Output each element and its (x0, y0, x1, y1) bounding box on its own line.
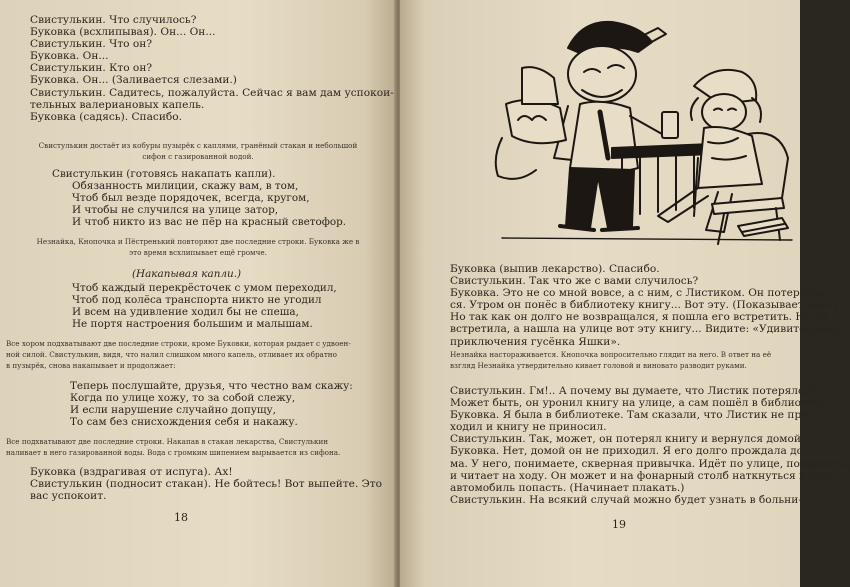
text-line: Буковка (садясь). Спасибо. (30, 110, 183, 123)
text-line: сифон с газированной водой. (142, 152, 254, 161)
text-line: Свистулькин. Так, может, он потерял книгу и вернулся домой? (450, 433, 807, 446)
text-line: Буковка. Это не со мной вовсе, а с ним, с Листиком. Он потерялся. (450, 287, 830, 300)
text-line: ма. У него, понимаете, скверная привычка. Идёт по улице, понимаете, (450, 457, 850, 470)
left-page (0, 0, 396, 587)
text-line: Свистулькин (подносит стакан). Не бойтесь! Вот выпейте. Это (30, 478, 383, 491)
text-line: Буковка. Я была в библиотеке. Там сказали, что Листик не при- (450, 409, 812, 422)
text-line: в пузырёк, снова накапывает и продолжает: (6, 361, 176, 370)
text-line: Обязанность милиции, скажу вам, в том, (72, 180, 299, 193)
text-line: взгляд Незнайка утвердительно кивает головой и виновато разводит руками. (450, 361, 747, 370)
text-line: Свистулькин. Гм!.. А почему вы думаете, что Листик потерялся? (450, 385, 817, 397)
text-line: Незнайка, Кнопочка и Пёстренький повторяют две последние строки. Буковка же в (36, 237, 360, 246)
text-line: вас успокоит. (30, 490, 107, 503)
text-line: То сам без снисхождения себя и накажу. (70, 416, 298, 429)
text-line: Не портя настроения большим и малышам. (72, 318, 313, 331)
text-line: Буковка. Он... (30, 50, 109, 63)
dialogue-block-2 (30, 466, 382, 502)
text-line: Чтоб каждый перекрёсточек с умом переходил, (72, 282, 337, 295)
right-page (400, 0, 850, 587)
stage-direction-4 (6, 436, 390, 458)
text-line: ся. Утром он понёс в библиотеку книгу... Вот эту. (Показывает книгу.) (450, 299, 848, 312)
text-line: Буковка (выпив лекарство). Спасибо. (450, 263, 660, 275)
text-line: Все подхватывают две последние строки. Накапав в стакан лекарства, Свистулькин (6, 437, 329, 446)
text-line: Свистулькин. Садитесь, пожалуйста. Сейчас я вам дам успокои- (30, 86, 394, 99)
page-number-right: 19 (612, 518, 626, 531)
text-line: Буковка. Нет, домой он не приходил. Я его долго прождала до- (450, 445, 807, 458)
text-line: Все хором подхватывают две последние строки, кроме Буковки, которая рыдает с удвоен- (6, 339, 351, 348)
text-line: Теперь послушайте, друзья, что честно вам скажу: (70, 380, 353, 392)
text-line: Но так как он долго не возвращался, я пошла его встретить. Но не (450, 311, 828, 324)
text-line: Когда по улице хожу, то за собой слежу, (70, 392, 296, 405)
song-1-heading: Свистулькин (готовясь накапать капли). (52, 168, 276, 180)
text-line: автомобиль попасть. (Начинает плакать.) (450, 481, 685, 494)
text-line: Буковка. Он... (Заливается слезами.) (30, 74, 237, 87)
text-line: наливает в него газированной воды. Вода с громким шипением вырывается из сифона. (6, 448, 341, 457)
text-line: Свистулькин. Кто он? (30, 62, 153, 75)
song-1 (30, 168, 346, 228)
dialogue-block-3 (450, 263, 847, 348)
text-line: Чтоб был везде порядочек, всегда, кругом, (72, 192, 310, 205)
text-line: Незнайка настораживается. Кнопочка вопросительно глядит на него. В ответ на её (450, 350, 772, 359)
dialogue-block-4 (450, 385, 850, 506)
text-line: Буковка (вздрагивая от испуга). Ах! (30, 466, 233, 478)
text-line: приключения гусёнка Яшки». (450, 335, 621, 348)
text-line: Свистулькин. Что он? (30, 38, 153, 51)
text-line: Свистулькин. На всякий случай можно будет узнать в больни- (450, 493, 802, 506)
text-line: Чтоб под колёса транспорта никто не угодил (72, 294, 322, 307)
text-line: это время всхлипывает ещё громче. (129, 248, 267, 257)
text-line: Свистулькин. Что случилось? (30, 14, 197, 26)
text-line: И чтоб никто из вас не пёр на красный светофор. (72, 216, 347, 229)
dialogue-block-1 (30, 14, 394, 123)
song-2-heading: (Накапывая капли.) (132, 268, 242, 280)
text-line: Свистулькин. Так что же с вами случилось? (450, 275, 699, 288)
illustration-policeman-and-girl (462, 8, 792, 252)
text-line: Буковка (всхлипывая). Он... Он... (30, 26, 216, 39)
text-line: И чтобы не случился на улице затор, (72, 204, 279, 217)
text-line: ходил и книгу не приносил. (450, 421, 607, 434)
text-line: И всем на удивление ходил бы не спеша, (72, 306, 299, 319)
text-line: Может быть, он уронил книгу на улице, а сам пошёл в библиотеку? (450, 397, 832, 410)
song-3 (70, 380, 353, 428)
stage-direction-2 (6, 236, 390, 258)
song-1-verses (30, 180, 346, 228)
text-line: тельных валериановых капель. (30, 98, 205, 111)
page-number-left: 18 (174, 511, 188, 524)
text-line: Свистулькин достаёт из кобуры пузырёк с каплями, гранёный стакан и небольшой (38, 141, 358, 150)
stage-direction-5 (450, 349, 771, 371)
text-line: И если нарушение случайно допущу, (70, 404, 276, 417)
text-line: и читает на ходу. Он может и на фонарный столб наткнуться и под (450, 469, 830, 482)
text-line: ной силой. Свистулькин, видя, что налил слишком много капель, отливает их обратно (6, 350, 337, 359)
song-2-verses (50, 280, 337, 330)
stage-direction-1 (6, 140, 390, 162)
song-2 (50, 268, 337, 330)
stage-direction-3 (6, 338, 390, 371)
text-line: встретила, а нашла на улице вот эту книгу... Видите: «Удивительные (450, 323, 840, 336)
